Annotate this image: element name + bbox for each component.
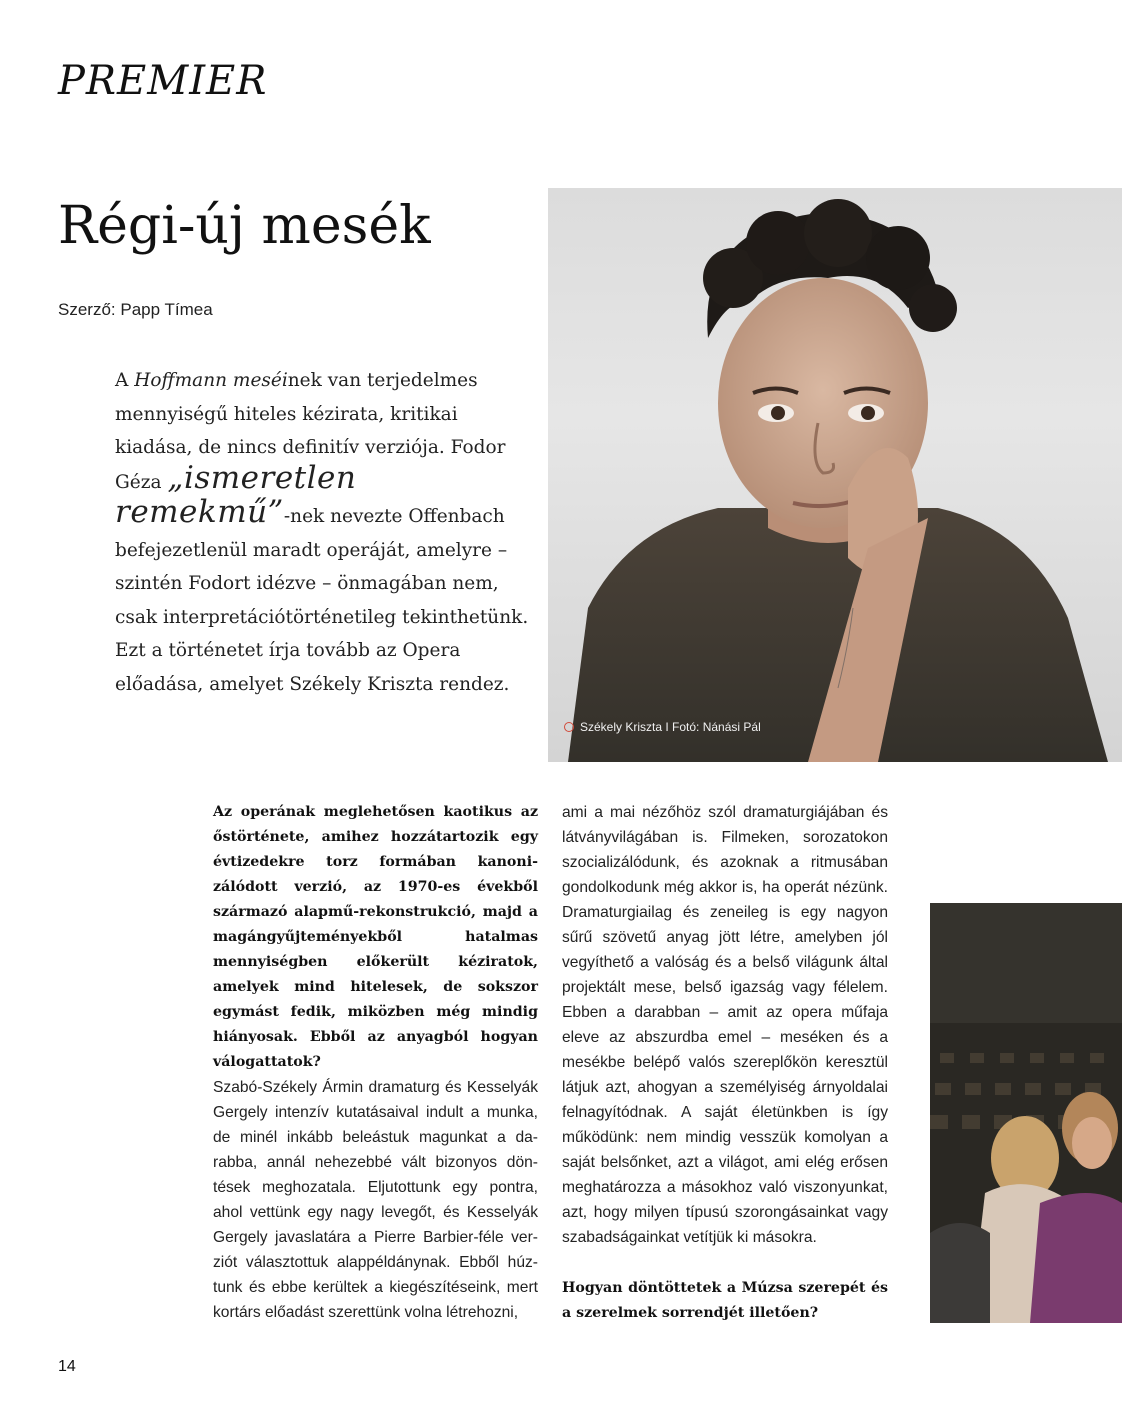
interview-answer-1: Szabó-Székely Ármin dramaturg és Kesselyák Gergely intenzív kutatásaival indult a munka, de minél inkább beleástuk magunkat a darabba, annál nehezebbé vált bizonyos döntések meghozatala. Eljutottunk egy pontra, ahol vettünk egy nagy levegőt, és Kesselyák Gergely javaslatára a Pierre Barbier-féle verziót választottuk alappéldánynak. Ebből húztunk és ebbe kerültek a kiegészítéseink, mert kortárs előadást szerettünk volna létrehozni, [213,1079,538,1321]
lead-text-2: nek van terjedelmes mennyiségű hiteles kézirata, kritikai kiadása, de nincs definitív verziója. Fodor Géza [115,370,506,493]
portrait-illustration [548,188,1122,762]
audience-illustration [930,903,1122,1323]
article-column-2 [562,800,888,1326]
photo-caption-text: Székely Kriszta I Fotó: Nánási Pál [580,720,761,734]
portrait-photo [548,188,1122,762]
photo-caption [564,720,761,734]
lead-work-title: Hoffmann meséi [134,370,288,391]
article-column-1 [213,800,538,1325]
page-number: 14 [58,1358,76,1375]
lead-quote: „ismeretlen remekmű” [115,459,357,530]
audience-photo [930,903,1122,1323]
caption-bullet-icon [564,722,574,732]
article-title: Régi-új mesék [58,196,431,256]
lead-text-3: -nek nevezte Offenbach befejezetlenül maradt operáját, amelyre – szintén Fodort idézve – önmagában nem, csak interpretációtörténetileg tekinthetünk. Ezt a történetet írja tovább az Opera előadása, amelyet Székely Kriszta rendez. [115,506,529,695]
lead-paragraph [115,364,535,701]
author-byline: Szerző: Papp Tímea [58,300,213,319]
interview-answer-1-continued: ami a mai nézőhöz szól dramaturgiájában és látványvilágában is. Filmeken, sorozatokon szocializálódunk, és azoknak a ritmusában gondolkodunk még akkor is, ha operát nézünk. Dramaturgiailag és zeneileg is egy nagyon sűrű szövetű anyag jött létre, amelyben jól vegyíthető a valóság és a belső világunk által projektált mese, belső igazság vagy félelem. Ebben a darabban – amit az opera műfaja eleve az abszurdba emel – meséken és a mesékbe belépő valós szereplőkön keresztül látjuk azt, ahogyan a személyiség árnyoldalai felnagyítódnak. A saját életünkben is így működünk: nem mindig vesszük komolyan a saját belsőnket, azt a világot, ami elég erősen meghatározza a másokhoz való viszonyunkat, azt, hogy milyen típusú szorongásainkat vagy szabadságainkat vetítjük ki másokra. [562,804,888,1246]
lead-text-1: A [115,370,135,391]
interview-question-1: Az operának meglehetősen kaotikus az őstörténete, amihez hozzátartozik egy évtizedekre torz formában kanonizálódott verzió, az 1970-es évekből származó alapmű-rekonstrukció, majd a magángyűjteményekből hatalmas mennyiségben előkerült kéziratok, amelyek mind hitelesek, de sokszor egymást fedik, miközben még mindig hiányosak. Ebből az anyagból hogyan válogattatok? [213,804,538,1070]
interview-question-2: Hogyan döntöttetek a Múzsa szerepét és a szerelmek sorrendjét illetően? [562,1280,888,1321]
section-label: PREMIER [58,58,268,104]
